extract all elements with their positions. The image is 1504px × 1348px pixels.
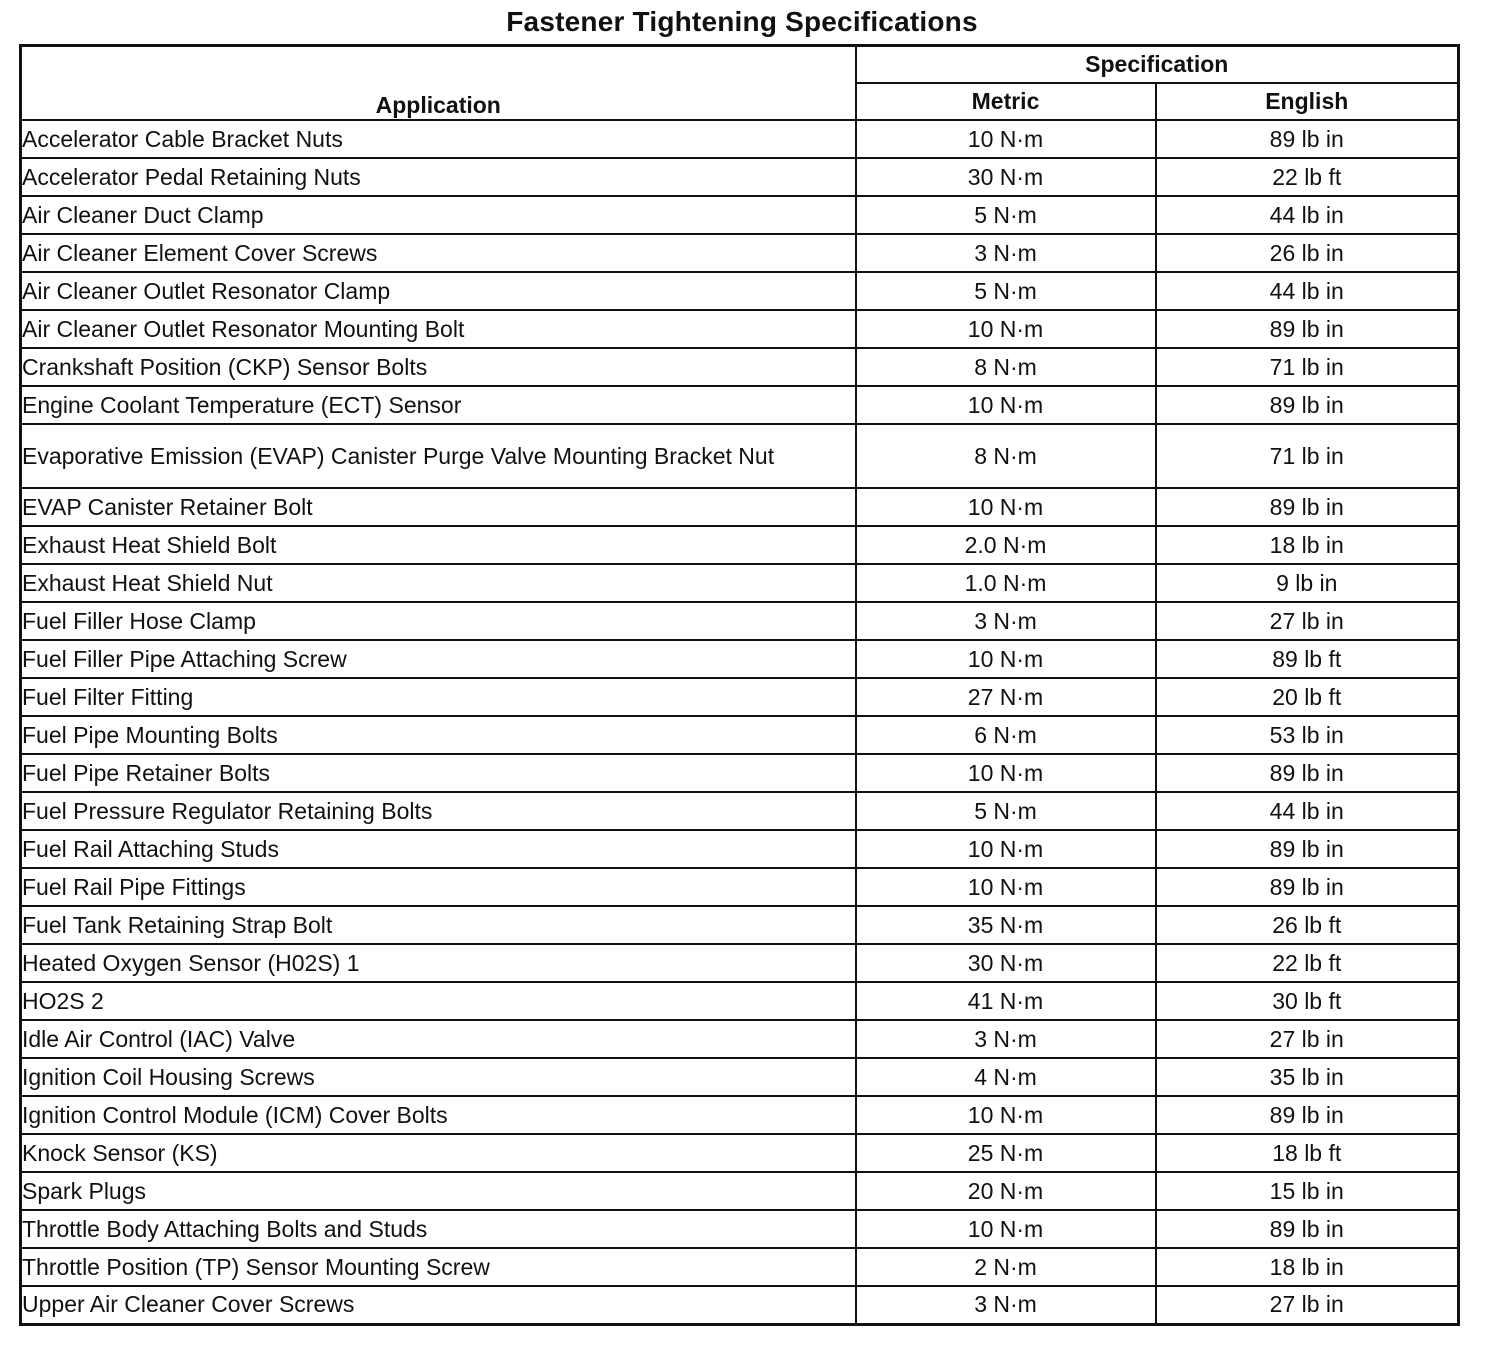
cell-english: 27 lb in (1156, 602, 1459, 640)
table-row (21, 944, 1459, 982)
cell-application: Accelerator Cable Bracket Nuts (21, 120, 856, 158)
cell-metric: 5 N·m (856, 272, 1156, 310)
cell-application: Fuel Filter Fitting (21, 678, 856, 716)
cell-metric: 25 N·m (856, 1134, 1156, 1172)
table-row (21, 678, 1459, 716)
header-metric: Metric (856, 83, 1156, 120)
table-row (21, 310, 1459, 348)
cell-metric: 35 N·m (856, 906, 1156, 944)
cell-metric: 8 N·m (856, 424, 1156, 488)
table-row (21, 1248, 1459, 1286)
cell-metric: 10 N·m (856, 488, 1156, 526)
cell-english: 71 lb in (1156, 348, 1459, 386)
cell-application: Fuel Tank Retaining Strap Bolt (21, 906, 856, 944)
cell-english: 20 lb ft (1156, 678, 1459, 716)
table-row (21, 754, 1459, 792)
cell-metric: 20 N·m (856, 1172, 1156, 1210)
cell-metric: 4 N·m (856, 1058, 1156, 1096)
cell-english: 18 lb in (1156, 1248, 1459, 1286)
cell-english: 89 lb in (1156, 386, 1459, 424)
cell-metric: 10 N·m (856, 386, 1156, 424)
cell-metric: 1.0 N·m (856, 564, 1156, 602)
cell-english: 27 lb in (1156, 1286, 1459, 1324)
table-row (21, 602, 1459, 640)
table-row (21, 424, 1459, 488)
table-row (21, 272, 1459, 310)
cell-application: Exhaust Heat Shield Bolt (21, 526, 856, 564)
page-title: Fastener Tightening Specifications (506, 6, 978, 37)
table-row (21, 1172, 1459, 1210)
cell-metric: 3 N·m (856, 602, 1156, 640)
table-row (21, 564, 1459, 602)
cell-metric: 3 N·m (856, 1020, 1156, 1058)
table-row (21, 234, 1459, 272)
cell-application: Spark Plugs (21, 1172, 856, 1210)
cell-application: Air Cleaner Outlet Resonator Mounting Bolt (21, 310, 856, 348)
cell-english: 71 lb in (1156, 424, 1459, 488)
cell-metric: 3 N·m (856, 1286, 1156, 1324)
cell-application: Fuel Pipe Retainer Bolts (21, 754, 856, 792)
table-row (21, 716, 1459, 754)
cell-english: 89 lb in (1156, 754, 1459, 792)
cell-metric: 41 N·m (856, 982, 1156, 1020)
cell-application: Evaporative Emission (EVAP) Canister Purge Valve Mounting Bracket Nut (21, 424, 856, 488)
cell-english: 26 lb in (1156, 234, 1459, 272)
table-row (21, 906, 1459, 944)
table-row (21, 526, 1459, 564)
cell-english: 89 lb in (1156, 488, 1459, 526)
table-row (21, 158, 1459, 196)
cell-english: 18 lb in (1156, 526, 1459, 564)
cell-english: 18 lb ft (1156, 1134, 1459, 1172)
cell-english: 27 lb in (1156, 1020, 1459, 1058)
cell-english: 89 lb in (1156, 120, 1459, 158)
cell-application: Fuel Pipe Mounting Bolts (21, 716, 856, 754)
cell-application: Fuel Filler Pipe Attaching Screw (21, 640, 856, 678)
table-row (21, 348, 1459, 386)
cell-metric: 8 N·m (856, 348, 1156, 386)
table-row (21, 1210, 1459, 1248)
cell-english: 15 lb in (1156, 1172, 1459, 1210)
cell-application: Crankshaft Position (CKP) Sensor Bolts (21, 348, 856, 386)
cell-metric: 10 N·m (856, 1096, 1156, 1134)
header-specification: Specification (856, 46, 1459, 84)
cell-metric: 2.0 N·m (856, 526, 1156, 564)
cell-metric: 10 N·m (856, 1210, 1156, 1248)
table-row (21, 1134, 1459, 1172)
cell-metric: 10 N·m (856, 310, 1156, 348)
cell-english: 26 lb ft (1156, 906, 1459, 944)
cell-english: 89 lb in (1156, 868, 1459, 906)
cell-application: HO2S 2 (21, 982, 856, 1020)
cell-metric: 30 N·m (856, 944, 1156, 982)
cell-metric: 2 N·m (856, 1248, 1156, 1286)
table-row (21, 196, 1459, 234)
cell-application: Engine Coolant Temperature (ECT) Sensor (21, 386, 856, 424)
cell-application: Air Cleaner Element Cover Screws (21, 234, 856, 272)
cell-application: Ignition Coil Housing Screws (21, 1058, 856, 1096)
cell-application: Fuel Pressure Regulator Retaining Bolts (21, 792, 856, 830)
cell-application: Throttle Body Attaching Bolts and Studs (21, 1210, 856, 1248)
cell-english: 89 lb in (1156, 310, 1459, 348)
table-row (21, 120, 1459, 158)
cell-application: Exhaust Heat Shield Nut (21, 564, 856, 602)
cell-application: Idle Air Control (IAC) Valve (21, 1020, 856, 1058)
cell-english: 44 lb in (1156, 792, 1459, 830)
table-row (21, 386, 1459, 424)
cell-english: 44 lb in (1156, 272, 1459, 310)
cell-application: Knock Sensor (KS) (21, 1134, 856, 1172)
cell-metric: 10 N·m (856, 830, 1156, 868)
table-row (21, 982, 1459, 1020)
cell-metric: 3 N·m (856, 234, 1156, 272)
table-row (21, 1020, 1459, 1058)
table-row (21, 830, 1459, 868)
cell-metric: 5 N·m (856, 792, 1156, 830)
cell-application: Accelerator Pedal Retaining Nuts (21, 158, 856, 196)
cell-english: 53 lb in (1156, 716, 1459, 754)
cell-english: 30 lb ft (1156, 982, 1459, 1020)
fastener-spec-table (19, 44, 1460, 1326)
cell-application: Air Cleaner Duct Clamp (21, 196, 856, 234)
cell-application: Upper Air Cleaner Cover Screws (21, 1286, 856, 1324)
cell-application: Air Cleaner Outlet Resonator Clamp (21, 272, 856, 310)
cell-english: 89 lb in (1156, 1210, 1459, 1248)
cell-metric: 10 N·m (856, 640, 1156, 678)
table-row (21, 1286, 1459, 1324)
cell-application: Heated Oxygen Sensor (H02S) 1 (21, 944, 856, 982)
header-english: English (1156, 83, 1459, 120)
cell-application: Fuel Rail Pipe Fittings (21, 868, 856, 906)
cell-application: Ignition Control Module (ICM) Cover Bolts (21, 1096, 856, 1134)
header-application: Application (21, 46, 856, 121)
cell-metric: 10 N·m (856, 754, 1156, 792)
table-row (21, 1058, 1459, 1096)
cell-metric: 10 N·m (856, 120, 1156, 158)
cell-metric: 5 N·m (856, 196, 1156, 234)
cell-application: Throttle Position (TP) Sensor Mounting Screw (21, 1248, 856, 1286)
cell-english: 22 lb ft (1156, 944, 1459, 982)
cell-english: 89 lb in (1156, 830, 1459, 868)
cell-application: EVAP Canister Retainer Bolt (21, 488, 856, 526)
cell-application: Fuel Filler Hose Clamp (21, 602, 856, 640)
table-row (21, 792, 1459, 830)
cell-english: 22 lb ft (1156, 158, 1459, 196)
table-row (21, 868, 1459, 906)
cell-metric: 27 N·m (856, 678, 1156, 716)
cell-english: 89 lb ft (1156, 640, 1459, 678)
table-row (21, 1096, 1459, 1134)
cell-english: 9 lb in (1156, 564, 1459, 602)
cell-metric: 30 N·m (856, 158, 1156, 196)
cell-english: 89 lb in (1156, 1096, 1459, 1134)
cell-metric: 10 N·m (856, 868, 1156, 906)
cell-english: 44 lb in (1156, 196, 1459, 234)
cell-application: Fuel Rail Attaching Studs (21, 830, 856, 868)
table-row (21, 488, 1459, 526)
cell-metric: 6 N·m (856, 716, 1156, 754)
table-row (21, 640, 1459, 678)
cell-english: 35 lb in (1156, 1058, 1459, 1096)
